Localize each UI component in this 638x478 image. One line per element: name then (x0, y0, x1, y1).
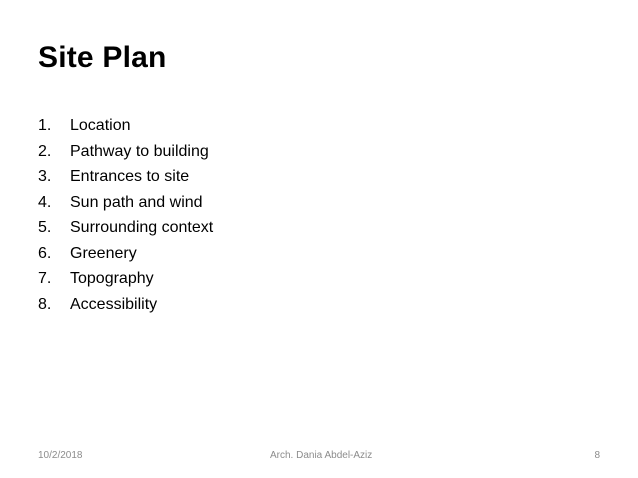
list-item (38, 266, 213, 292)
list-item-label: Accessibility (70, 295, 158, 313)
list-item (38, 241, 213, 267)
list-item (38, 190, 213, 216)
footer-page-number: 8 (594, 450, 600, 461)
list-item-number: 4. (38, 193, 52, 211)
list-item (38, 215, 213, 241)
list-item-label: Greenery (70, 244, 137, 262)
list-item-label: Surrounding context (70, 219, 214, 236)
slide-title: Site Plan (38, 41, 167, 74)
list-item-label: Location (70, 117, 131, 134)
list-item (38, 113, 213, 139)
footer-author: Arch. Dania Abdel-Aziz (270, 450, 373, 461)
list-item-number: 5. (38, 219, 52, 236)
list-item-number: 8. (38, 295, 52, 313)
numbered-list (38, 113, 213, 317)
list-item-label: Pathway to building (70, 142, 209, 160)
list-item-number: 2. (38, 142, 52, 160)
list-item-number: 3. (38, 168, 52, 185)
list-item-label: Sun path and wind (70, 193, 203, 211)
list-item-label: Topography (70, 270, 154, 287)
footer-date: 10/2/2018 (38, 450, 83, 461)
list-item (38, 292, 213, 318)
list-item-label: Entrances to site (70, 168, 190, 185)
list-item-number: 6. (38, 244, 52, 262)
list-item-number: 7. (38, 270, 52, 287)
list-item (38, 164, 213, 190)
list-item-number: 1. (38, 117, 52, 134)
list-item (38, 139, 213, 165)
